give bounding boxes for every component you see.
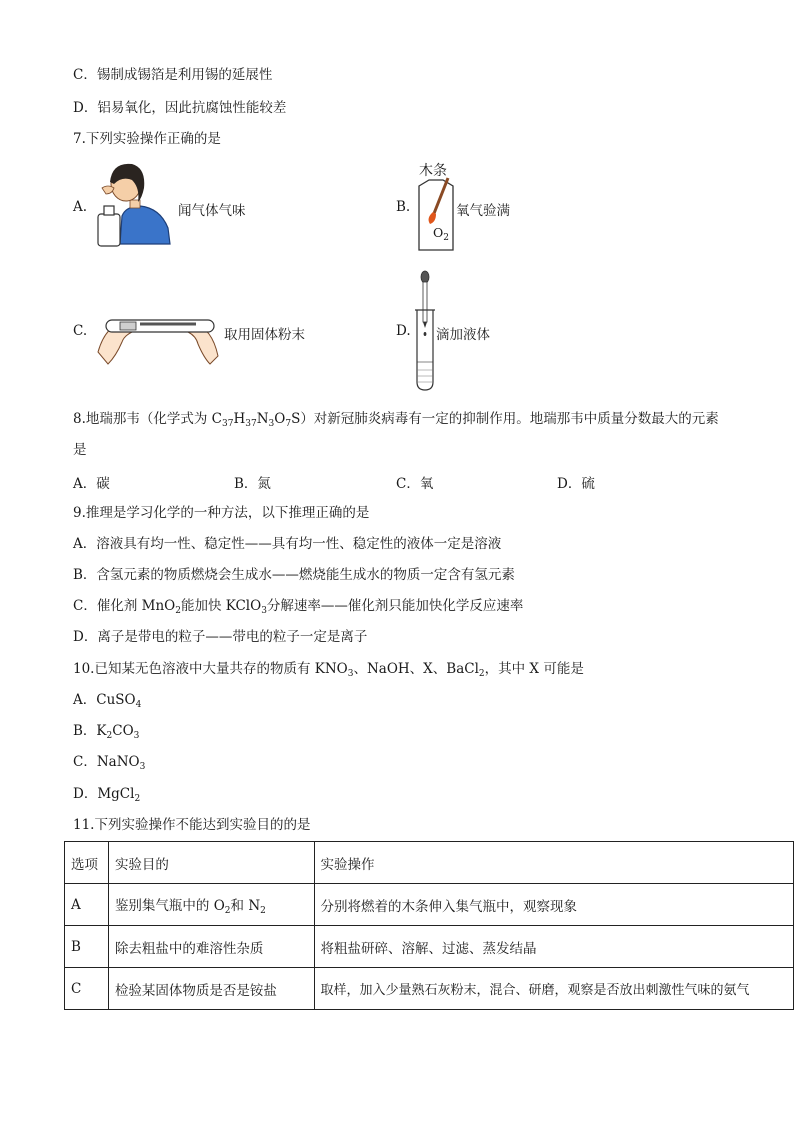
q10-stem: 10.已知某无色溶液中大量共存的物质有 $KNO_3$、NaOH、X、BaCl$_2$，其中 X 可能是 bbox=[73, 661, 584, 679]
q10-option-d: D．MgCl$_2$ bbox=[73, 786, 141, 804]
q7-option-c-caption: 取用固体粉末 bbox=[224, 327, 305, 343]
q6-option-d: D．铝易氧化，因此抗腐蚀性能较差 bbox=[73, 100, 287, 116]
table-row bbox=[65, 884, 794, 926]
dropper-test-tube-figure bbox=[414, 270, 436, 392]
q8-option-c: C．氧 bbox=[396, 476, 434, 492]
experiment-table bbox=[64, 841, 794, 1010]
q10-option-a: A．CuSO$_4$ bbox=[73, 692, 142, 710]
q9-option-b: B．含氢元素的物质燃烧会生成水——燃烧能生成水的物质一定含有氢元素 bbox=[73, 567, 515, 583]
row-goal: 鉴别集气瓶中的 $O_2$和 $N_2$ bbox=[108, 884, 314, 926]
q7-option-b-caption: 氧气验满 bbox=[456, 203, 510, 219]
q8-stem-line2: 是 bbox=[73, 442, 87, 458]
powder-test-tube-figure bbox=[96, 306, 220, 366]
q7-stem: 7.下列实验操作正确的是 bbox=[73, 131, 221, 147]
q7-option-b-letter: B. bbox=[396, 199, 411, 215]
q9-option-a: A．溶液具有均一性、稳定性——具有均一性、稳定性的液体一定是溶液 bbox=[73, 536, 502, 552]
q8-option-b: B．氮 bbox=[234, 476, 271, 492]
row-goal: 检验某固体物质是否是铵盐 bbox=[108, 968, 314, 1010]
bottle-label: $O_2$ bbox=[433, 225, 449, 243]
smelling-gas-figure bbox=[96, 158, 176, 250]
row-goal: 除去粗盐中的难溶性杂质 bbox=[108, 926, 314, 968]
q7-option-c-letter: C. bbox=[73, 323, 88, 339]
q8-option-a: A．碳 bbox=[73, 476, 110, 492]
q9-option-d: D．离子是带电的粒子——带电的粒子一定是离子 bbox=[73, 629, 368, 645]
table-row bbox=[65, 926, 794, 968]
q6-option-c: C．锡制成锡箔是利用锡的延展性 bbox=[73, 67, 273, 83]
row-option: C bbox=[65, 968, 109, 1010]
q9-stem: 9.推理是学习化学的一种方法，以下推理正确的是 bbox=[73, 505, 370, 521]
q11-stem: 11.下列实验操作不能达到实验目的的是 bbox=[73, 817, 311, 833]
table-row bbox=[65, 968, 794, 1010]
q7-option-a-caption: 闻气体气味 bbox=[178, 203, 246, 219]
row-option: A bbox=[65, 884, 109, 926]
header-option: 选项 bbox=[65, 842, 109, 884]
q7-option-a-letter: A. bbox=[73, 199, 88, 215]
q7-option-d-letter: D. bbox=[396, 323, 411, 339]
row-operation: 将粗盐研碎、溶解、过滤、蒸发结晶 bbox=[314, 926, 794, 968]
q8-stem: 8.地瑞那韦（化学式为 $C_{37}H_{37}N_3O_7S$）对新冠肺炎病毒有一定的抑制作用。地瑞那韦中质量分数最大的元素 bbox=[73, 411, 719, 429]
q10-option-b: B．$K_2CO_3$ bbox=[73, 723, 140, 741]
header-operation: 实验操作 bbox=[314, 842, 794, 884]
row-operation: 取样，加入少量熟石灰粉末，混合、研磨，观察是否放出刺激性气味的氨气 bbox=[314, 968, 794, 1010]
stick-label: 木条 bbox=[419, 163, 447, 179]
row-option: B bbox=[65, 926, 109, 968]
table-header-row bbox=[65, 842, 794, 884]
header-goal: 实验目的 bbox=[108, 842, 314, 884]
row-operation: 分别将燃着的木条伸入集气瓶中，观察现象 bbox=[314, 884, 794, 926]
q9-option-c: C．催化剂 MnO$_2$能加快 KClO$_3$分解速率——催化剂只能加快化学反应速率 bbox=[73, 598, 524, 616]
q7-option-d-caption: 滴加液体 bbox=[436, 327, 490, 343]
q10-option-c: C．NaNO$_3$ bbox=[73, 754, 146, 772]
q8-option-d: D．硫 bbox=[557, 476, 595, 492]
